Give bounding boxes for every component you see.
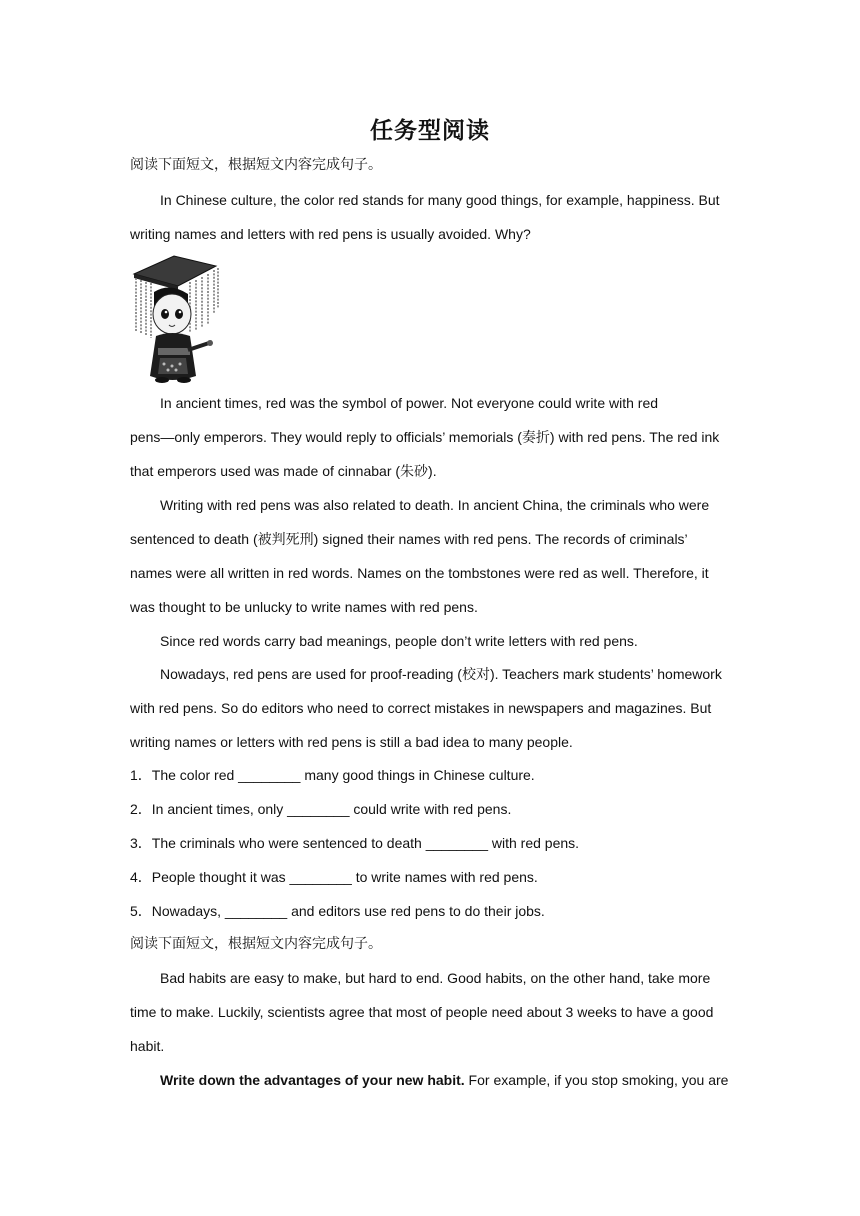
passage-text: ) signed their names with red pens. The records of criminals’	[313, 531, 688, 547]
question-item: 1．The color red ________ many good things in Chinese culture.	[130, 767, 535, 783]
passage-text: ) with red pens. The red ink	[549, 429, 720, 445]
passage-line	[130, 529, 688, 550]
passage-line: was thought to be unlucky to write names with red pens.	[130, 599, 478, 615]
chinese-gloss: 奏折	[521, 430, 550, 446]
passage-line: Writing with red pens was also related to death. In ancient China, the criminals who were	[160, 497, 710, 513]
question-item: 2．In ancient times, only ________ could write with red pens.	[130, 801, 512, 817]
bold-lead-sentence: Write down the advantages of your new habit.	[160, 1072, 465, 1088]
passage-text: For example, if you stop smoking, you are	[464, 1072, 729, 1088]
emperor-cartoon-illustration	[130, 252, 222, 384]
page-title: 任务型阅读	[370, 117, 490, 144]
section1-instruction: 阅读下面短文，根据短文内容完成句子。	[130, 157, 382, 173]
passage-text: pens—only emperors. They would reply to officials’ memorials (	[130, 429, 522, 445]
passage-line: writing names and letters with red pens is usually avoided. Why?	[130, 226, 531, 242]
passage-text: ).	[428, 463, 437, 479]
passage-line: names were all written in red words. Names on the tombstones were red as well. Therefore, it	[130, 565, 709, 581]
passage-line	[130, 427, 719, 448]
passage-text: Nowadays, red pens are used for proof-reading (	[160, 666, 462, 682]
passage-line	[160, 664, 722, 685]
question-item: 5．Nowadays, ________ and editors use red pens to do their jobs.	[130, 903, 545, 919]
passage-line: Bad habits are easy to make, but hard to end. Good habits, on the other hand, take more	[160, 970, 711, 986]
passage-text: ). Teachers mark students’ homework	[489, 666, 722, 682]
passage-line: In Chinese culture, the color red stands for many good things, for example, happiness. But	[160, 192, 720, 208]
passage-line: In ancient times, red was the symbol of power. Not everyone could write with red	[160, 395, 659, 411]
question-item: 4．People thought it was ________ to write names with red pens.	[130, 869, 538, 885]
passage-text: sentenced to death (	[130, 531, 258, 547]
passage-line: writing names or letters with red pens is still a bad idea to many people.	[130, 734, 573, 750]
passage-line	[130, 461, 437, 482]
passage-text: that emperors used was made of cinnabar (	[130, 463, 401, 479]
passage-line	[160, 1070, 728, 1090]
passage-line: Since red words carry bad meanings, people don’t write letters with red pens.	[160, 633, 638, 649]
passage-line: time to make. Luckily, scientists agree that most of people need about 3 weeks to have a good	[130, 1004, 714, 1020]
chinese-gloss: 被判死刑	[257, 532, 314, 548]
chinese-gloss: 校对	[461, 667, 490, 683]
passage-line: with red pens. So do editors who need to correct mistakes in newspapers and magazines. But	[130, 700, 712, 716]
passage-line: habit.	[130, 1038, 165, 1054]
chinese-gloss: 朱砂	[400, 464, 429, 480]
question-item: 3．The criminals who were sentenced to death ________ with red pens.	[130, 835, 580, 851]
section2-instruction: 阅读下面短文，根据短文内容完成句子。	[130, 936, 382, 952]
